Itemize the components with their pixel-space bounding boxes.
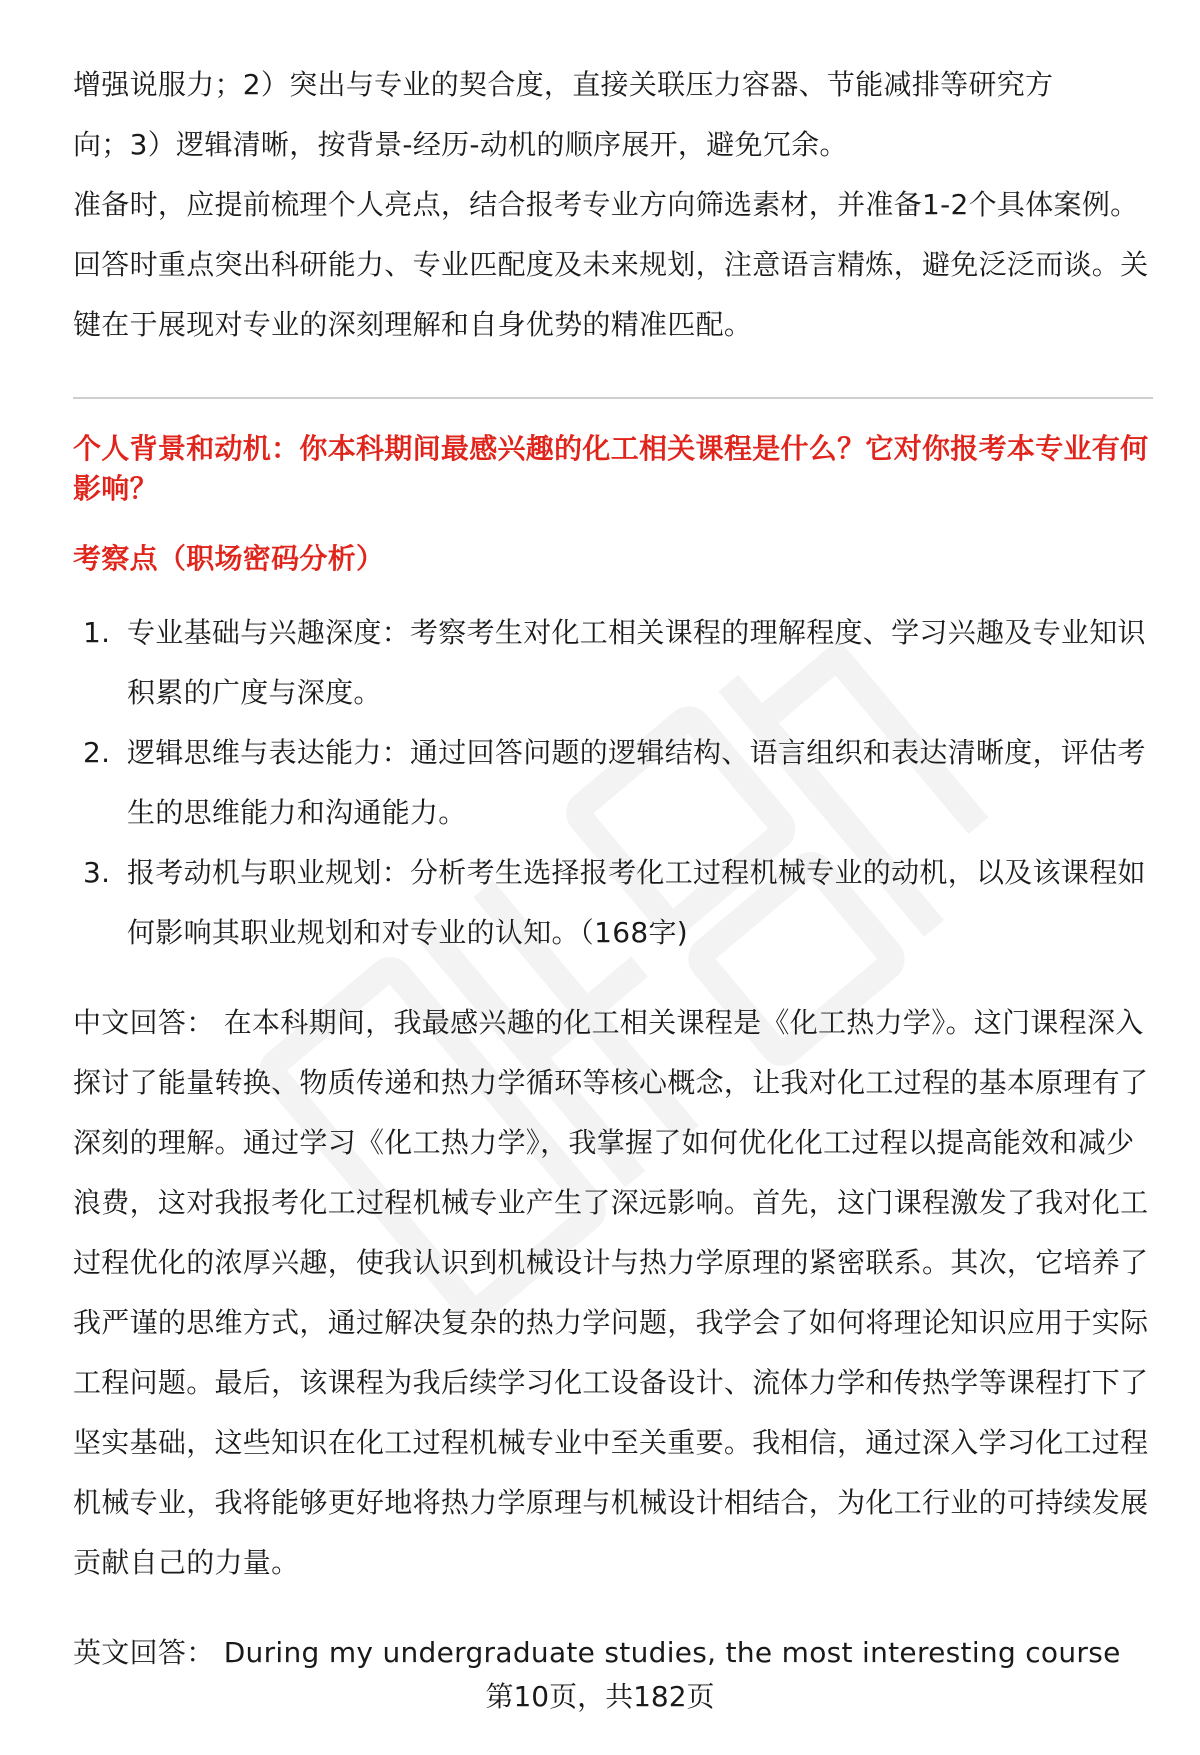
list-item-text: 专业基础与兴趣深度：考察考生对化工相关课程的理解程度、学习兴趣及专业知识积累的广度与深度。 [127,616,1146,709]
list-item-text: 逻辑思维与表达能力：通过回答问题的逻辑结构、语言组织和表达清晰度，评估考生的思维能力和沟通能力。 [127,736,1146,829]
intro-paragraph-2: 准备时，应提前梳理个人亮点，结合报考专业方向筛选素材，并准备1-2个具体案例。回答时重点突出科研能力、专业匹配度及未来规划，注意语言精炼，避免泛泛而谈。关键在于展现对专业的深刻理解和自身优势的精准匹配。 [73,188,1149,341]
list-item-text: 报考动机与职业规划：分析考生选择报考化工过程机械专业的动机，以及该课程如何影响其职业规划和对专业的认知。（168字) [127,856,1146,949]
list-item [73,603,1153,723]
intro-line-2: 向；3）逻辑清晰，按背景-经历-动机的顺序展开，避免冗余。 [73,128,848,161]
assessment-points-heading: 考察点（职场密码分析） [73,542,385,575]
list-item-number: 2. [83,736,111,769]
question-heading: 个人背景和动机：你本科期间最感兴趣的化工相关课程是什么？它对你报考本专业有何影响？ [73,432,1149,505]
list-item [73,843,1153,963]
list-item [73,723,1153,843]
list-item-number: 1. [83,616,111,649]
intro-line-1: 增强说服力；2）突出与专业的契合度，直接关联压力容器、节能减排等研究方 [73,68,1054,101]
document-body [73,55,1153,1683]
assessment-points-list [73,603,1153,963]
english-answer-paragraph: 英文回答： During my undergraduate studies, the most interesting course [73,1636,1121,1669]
page-number-footer: 第10页，共182页 [485,1680,715,1713]
chinese-answer-paragraph: 中文回答： 在本科期间，我最感兴趣的化工相关课程是《化工热力学》。这门课程深入探讨了能量转换、物质传递和热力学循环等核心概念，让我对化工过程的基本原理有了深刻的理解。通过学习《化工热力学》，我掌握了如何优化化工过程以提高能效和减少浪费，这对我报考化工过程机械专业产生了深远影响。首先，这门课程激发了我对化工过程优化的浓厚兴趣，使我认识到机械设计与热力学原理的紧密联系。其次，它培养了我严谨的思维方式，通过解决复杂的热力学问题，我学会了如何将理论知识应用于实际工程问题。最后，该课程为我后续学习化工设备设计、流体力学和传热学等课程打下了坚实基础，这些知识在化工过程机械专业中至关重要。我相信，通过深入学习化工过程机械专业，我将能够更好地将热力学原理与机械设计相结合，为化工行业的可持续发展贡献自己的力量。 [73,1006,1149,1579]
list-item-number: 3. [83,856,111,889]
section-divider [73,397,1153,399]
